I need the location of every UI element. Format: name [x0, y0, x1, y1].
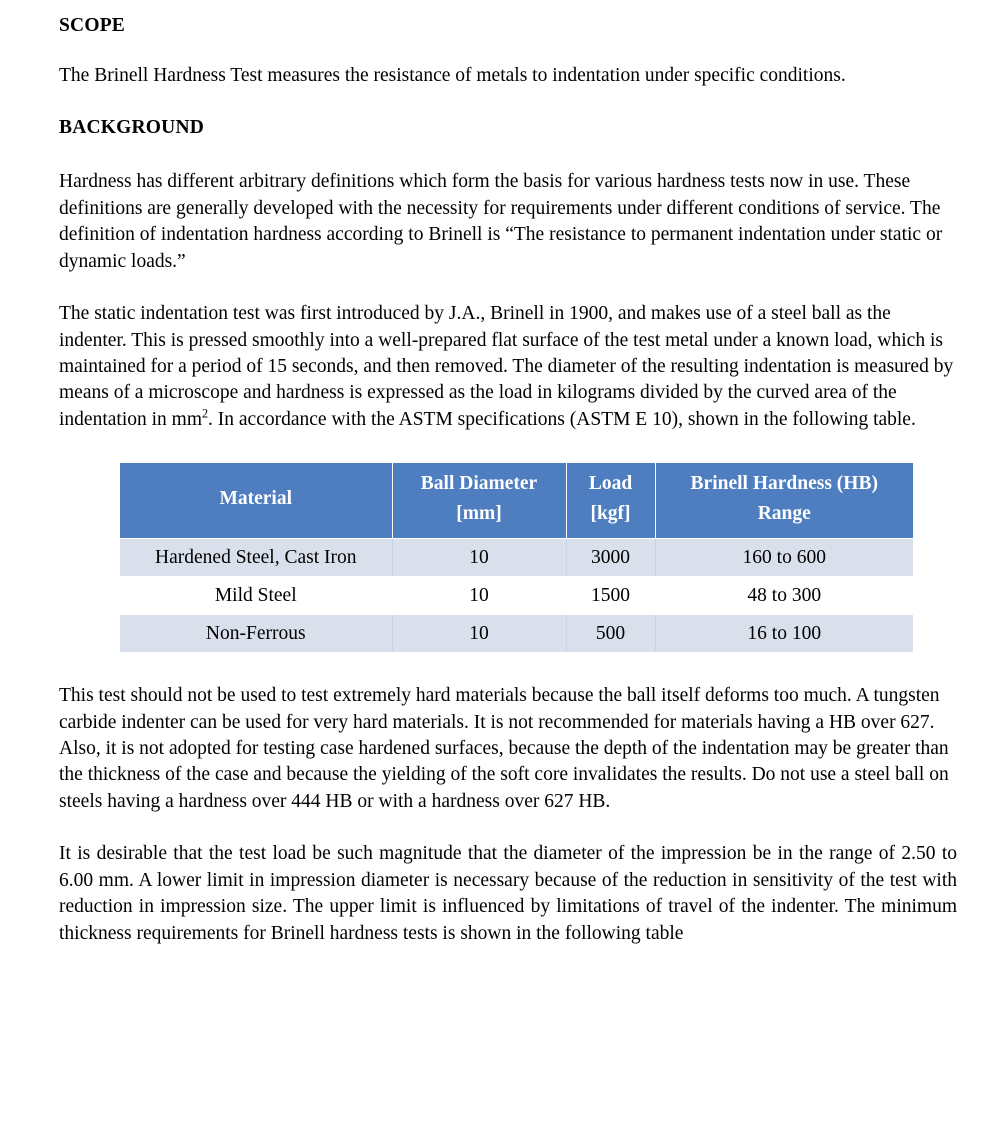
brinell-spec-table	[120, 463, 913, 653]
background-paragraph-2	[59, 301, 957, 433]
spec-table-container	[59, 463, 957, 653]
column-header-material-line1: Material	[219, 488, 293, 510]
cell-ball-diameter: 10	[392, 539, 566, 577]
table-row	[120, 577, 913, 615]
column-header-load	[566, 463, 655, 538]
cell-ball-diameter: 10	[392, 577, 566, 615]
spacer	[59, 815, 957, 841]
spec-table-head	[120, 463, 913, 538]
page-title-scope: SCOPE	[59, 15, 126, 36]
background-paragraph-1: Hardness has different arbitrary definitions which form the basis for various hardness tests now in use. These definitions are generally developed with the necessity for requirements under different conditions of service. The definition of indentation hardness according to Brinell is “The resistance to permanent indentation under static or dynamic loads.”	[59, 171, 943, 272]
column-header-ball-diameter	[392, 463, 566, 538]
background-paragraph-2-text-before-superscript: The static indentation test was first introduced by J.A., Brinell in 1900, and makes use of a steel ball as the indenter. This is pressed smoothly into a well-prepared flat surface of the test metal under a known load, which is maintained for a period of 15 seconds, and then removed. The diameter of the resulting indentation is measured by means of a microscope and hardness is expressed as the load in kilograms divided by the curved area of the indentation in mm	[59, 303, 954, 430]
spacer	[59, 433, 957, 463]
cell-hardness-range: 48 to 300	[655, 577, 913, 615]
column-header-hardness-range	[655, 463, 913, 538]
column-header-ball-diameter-line2: [mm]	[456, 503, 502, 525]
spacer	[59, 653, 957, 683]
column-header-ball-diameter-line1: Ball Diameter	[420, 473, 538, 495]
column-header-hardness-range-line2: Range	[757, 503, 811, 525]
spacer	[59, 143, 957, 169]
cell-load: 1500	[566, 577, 655, 615]
spacer	[59, 41, 957, 63]
column-header-material	[120, 463, 392, 538]
column-header-load-line1: Load	[588, 473, 633, 495]
column-header-load-line2: [kgf]	[590, 503, 631, 525]
document-body	[59, 14, 957, 947]
page-title-background: BACKGROUND	[59, 117, 205, 139]
cell-load: 3000	[566, 539, 655, 577]
cell-material: Non-Ferrous	[120, 615, 392, 653]
cell-hardness-range: 160 to 600	[655, 539, 913, 577]
table-row	[120, 539, 913, 577]
background-paragraph-4: It is desirable that the test load be such magnitude that the diameter of the impression be in the range of 2.50 to 6.00 mm. A lower limit in impression diameter is necessary because of the reduction in sensitivity of the test with reduction in impression size. The upper limit is influenced by limitations of travel of the indenter. The minimum thickness requirements for Brinell hardness tests is shown in the following table	[59, 843, 957, 944]
superscript-squared: 2	[201, 406, 209, 421]
background-paragraph-2-text-after-superscript: . In accordance with the ASTM specifications (ASTM E 10), shown in the following table.	[208, 408, 916, 430]
background-paragraph-3: This test should not be used to test extremely hard materials because the ball itself deforms too much. A tungsten carbide indenter can be used for very hard materials. It is not recommended for materials having a HB over 627. Also, it is not adopted for testing case hardened surfaces, because the depth of the indentation may be greater than the thickness of the case and because the yielding of the soft core invalidates the results. Do not use a steel ball on steels having a hardness over 444 HB or with a hardness over 627 HB.	[59, 685, 949, 812]
cell-ball-diameter: 10	[392, 615, 566, 653]
table-row	[120, 615, 913, 653]
cell-material: Hardened Steel, Cast Iron	[120, 539, 392, 577]
cell-hardness-range: 16 to 100	[655, 615, 913, 653]
spacer	[59, 89, 957, 116]
table-header-row	[120, 463, 913, 538]
cell-load: 500	[566, 615, 655, 653]
cell-material: Mild Steel	[120, 577, 392, 615]
column-header-hardness-range-line1: Brinell Hardness (HB)	[690, 473, 878, 495]
spec-table-body	[120, 539, 913, 653]
spacer	[59, 275, 957, 301]
scope-paragraph: The Brinell Hardness Test measures the resistance of metals to indentation under specific conditions.	[59, 65, 846, 86]
